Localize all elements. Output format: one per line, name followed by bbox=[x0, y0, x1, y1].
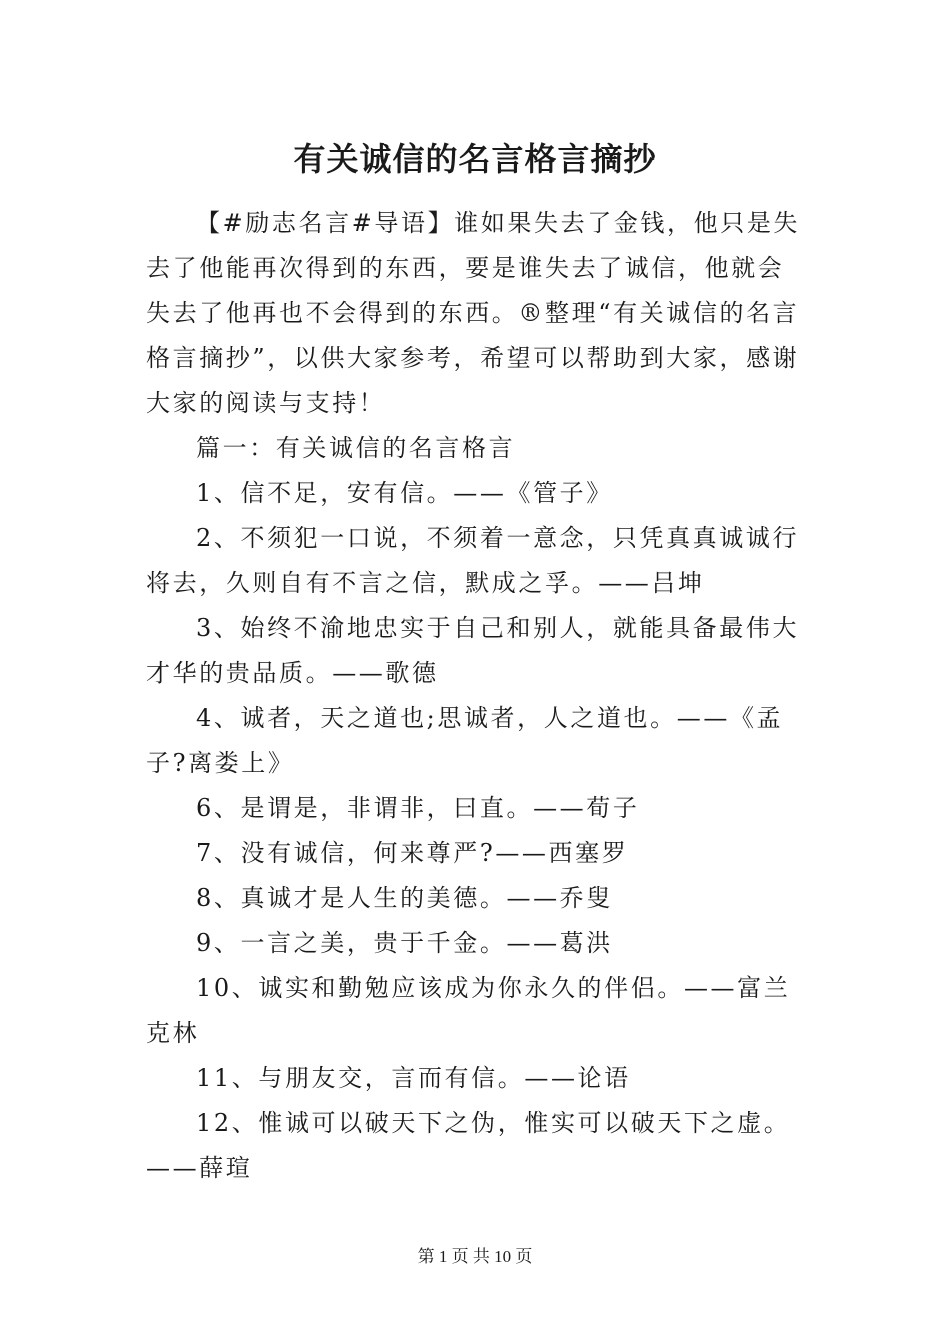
quote-item: 6、是谓是，非谓非，曰直。——荀子 bbox=[196, 794, 640, 822]
quote-item: 4、诚者，天之道也;思诚者，人之道也。——《孟子?离娄上》 bbox=[146, 704, 784, 777]
quote-item: 2、不须犯一口说，不须着一意念，只凭真真诚诚行将去，久则自有不言之信，默成之孚。——吕坤 bbox=[146, 524, 800, 597]
quote-item: 9、一言之美，贵于千金。——葛洪 bbox=[196, 929, 613, 957]
quote-item: 7、没有诚信，何来尊严?——西塞罗 bbox=[196, 839, 629, 867]
quote-item: 1、信不足，安有信。——《管子》 bbox=[196, 479, 613, 507]
quote-item: 3、始终不渝地忠实于自己和别人，就能具备最伟大才华的贵品质。——歌德 bbox=[146, 614, 800, 687]
quote-item: 8、真诚才是人生的美德。——乔叟 bbox=[196, 884, 613, 912]
quote-item: 10、诚实和勤勉应该成为你永久的伴侣。——富兰克林 bbox=[146, 974, 791, 1047]
document-body bbox=[146, 201, 806, 1191]
quote-item: 12、惟诚可以破天下之伪，惟实可以破天下之虚。——薛瑄 bbox=[146, 1109, 791, 1182]
quote-item: 11、与朋友交，言而有信。——论语 bbox=[196, 1064, 631, 1092]
section-heading: 篇一：有关诚信的名言格言 bbox=[196, 434, 516, 462]
intro-paragraph: 【#励志名言#导语】谁如果失去了金钱，他只是失去了他能再次得到的东西，要是谁失去了诚信，他就会失去了他再也不会得到的东西。®整理“有关诚信的名言格言摘抄”，以供大家参考，希望可以帮助到大家，感谢大家的阅读与支持！ bbox=[146, 209, 801, 417]
document-title: 有关诚信的名言格言摘抄 bbox=[293, 140, 657, 178]
page-footer: 第 1 页 共 10 页 bbox=[417, 1247, 533, 1266]
